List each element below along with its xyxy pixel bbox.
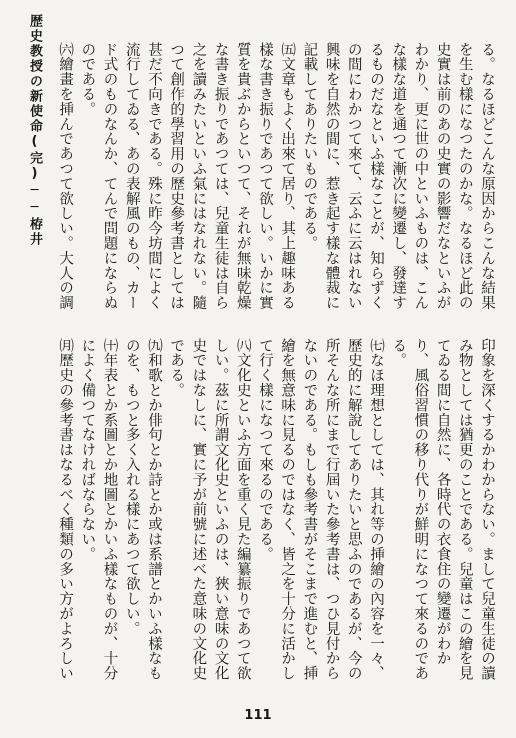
- lower-text-block: [54, 338, 498, 682]
- paragraph: ㈩年表とか系圖とか地圖とかいふ樣なものが、十分によく備つてなければならない。: [79, 338, 118, 681]
- paragraph: ㈦なほ理想としては、其れ等の挿繪の內容を一々、歷史的に解說してありたいと思ふのであるが、今の所そんな所にまで行屆いた參考書は、つひ見付からないのである。もしも參考書がそこまで進むと、挿繪を無意味に見るのではなく、皆之を十分に活かして行く樣になつて來るのである。: [256, 338, 384, 681]
- page-number: 111: [244, 708, 272, 723]
- upper-text-block: [54, 42, 498, 318]
- paragraph: ㈤文章もよく出來て居り、其上趣味ある樣な書き振りであつて欲しい。いかに實質を貴ぶからといつて、それが無味乾燥な書き振りであつては、兒童生徒は自ら之を讀みたいといふ氣にはなれない。隨つて創作的學習用の歷史參考書としては甚だ不向きである。殊に昨今坊間によく流行してゐる、あの表解風のもの、カード式のものなんか、てんで問題にならぬのである。: [79, 42, 296, 311]
- running-header: 歴史教授の新使命(完)──栫井: [27, 14, 42, 247]
- paragraph: 印象を深くするかわからない。まして兒童生徒の讀み物としては猶更のことである。兒童はこの繪を見てゐる間に自然に、各時代の衣食住の變遷がわかり、風俗習慣の移り代りが鮮明になつて來るのである。: [390, 338, 495, 681]
- paragraph: ㈨和歌とか俳句とか詩とか或は系譜とかいふ樣なものを、もつと多く入れる樣にあつて欲しい。: [123, 338, 162, 681]
- paragraph: ㈥繪畫を挿んであつて欲しい。大人の調: [57, 42, 74, 311]
- paragraph: る。なるほどこんな原因からこんな結果を生む樣になつたのかな。なるほど此の史實は前のあの史實の影響だなといふがわかり、更に世の中といふものは、こんな樣な道を通つて漸次に變遷し、發達するものだなといふ樣なことが、知らずくの間にわかつて來て、云ふに云はれない興味を自然の間に、惹き起す樣な體裁に記載してありたいものである。: [301, 42, 495, 311]
- paragraph: ㈧文化史といふ方面を重く見た編纂振りであつて欲しい。茲に所謂文化史といふのは、狹い意味の文化史ではなしに、實に予が前號に述べた意味の文化史である。: [168, 338, 251, 681]
- paragraph: ㈪歷史の參考書はなるべく種類の多い方がよろしい: [57, 338, 74, 681]
